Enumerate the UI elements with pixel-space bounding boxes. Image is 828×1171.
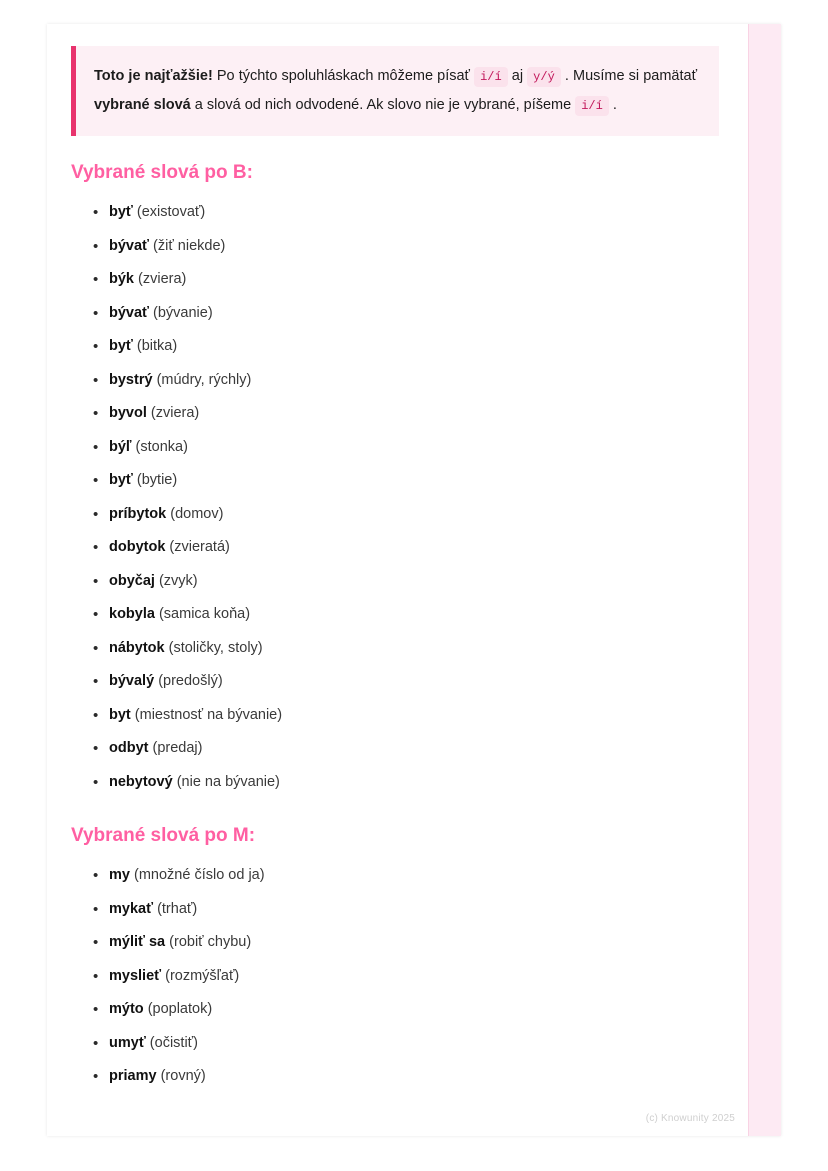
callout-bold-vybrane-slova: vybrané slová bbox=[94, 97, 191, 113]
word-list-b bbox=[71, 196, 719, 799]
word: bystrý bbox=[109, 371, 153, 388]
word: priamy bbox=[109, 1068, 157, 1084]
word: bývať bbox=[109, 304, 149, 321]
callout-box bbox=[71, 46, 719, 136]
list-item bbox=[71, 859, 719, 893]
gloss: (bývanie) bbox=[153, 304, 213, 321]
gloss: (nie na bývanie) bbox=[176, 773, 280, 790]
list-item bbox=[71, 598, 719, 632]
gloss: (stoličky, stoly) bbox=[168, 639, 263, 656]
list-item bbox=[71, 1060, 719, 1094]
word: mýto bbox=[109, 1001, 144, 1017]
gloss: (miestnosť na bývanie) bbox=[134, 706, 283, 723]
gloss: (zviera) bbox=[138, 271, 187, 287]
callout-text-5: . bbox=[608, 97, 617, 113]
word: príbytok bbox=[109, 505, 167, 522]
gloss: (množné číslo od ja) bbox=[134, 867, 265, 883]
gloss: (predaj) bbox=[152, 740, 203, 756]
word: mykať bbox=[109, 900, 154, 917]
gloss: (predošlý) bbox=[158, 673, 223, 689]
word: mýliť sa bbox=[109, 934, 166, 950]
list-item bbox=[71, 732, 719, 766]
word: umyť bbox=[109, 1034, 146, 1051]
callout-text-4: a slová od nich odvodené. Ak slovo nie je vybrané, píšeme bbox=[190, 97, 576, 113]
list-item bbox=[71, 397, 719, 431]
chip-i-long-i: i/í bbox=[474, 67, 508, 87]
list-item bbox=[71, 565, 719, 599]
gloss: (robiť chybu) bbox=[169, 934, 252, 950]
list-item bbox=[71, 431, 719, 465]
word: my bbox=[109, 867, 130, 883]
document-content bbox=[47, 24, 749, 1094]
word: byvol bbox=[109, 405, 147, 421]
list-item bbox=[71, 893, 719, 927]
callout-text-2: aj bbox=[507, 68, 528, 84]
word: býk bbox=[109, 271, 134, 287]
list-item bbox=[71, 498, 719, 532]
callout-text-1: Po týchto spoluhláskach môžeme písať bbox=[212, 68, 475, 84]
word: odbyt bbox=[109, 740, 149, 756]
word: myslieť bbox=[109, 967, 162, 984]
list-item bbox=[71, 531, 719, 565]
word: kobyla bbox=[109, 606, 155, 622]
gloss: (existovať) bbox=[136, 204, 206, 220]
gloss: (rovný) bbox=[160, 1068, 206, 1084]
word: dobytok bbox=[109, 539, 166, 555]
list-item bbox=[71, 364, 719, 398]
word: byť bbox=[109, 472, 133, 488]
gloss: (bytie) bbox=[136, 472, 178, 488]
callout-lead: Toto je najťažšie! bbox=[94, 68, 213, 84]
list-item bbox=[71, 960, 719, 994]
word: nebytový bbox=[109, 773, 173, 790]
gloss: (očistiť) bbox=[149, 1034, 198, 1051]
list-item bbox=[71, 297, 719, 331]
word: bývať bbox=[109, 237, 149, 254]
gloss: (stonka) bbox=[135, 438, 188, 455]
list-item bbox=[71, 230, 719, 264]
gloss: (domov) bbox=[170, 505, 224, 522]
gloss: (zvieratá) bbox=[169, 539, 230, 555]
page-side-strip bbox=[748, 24, 781, 1136]
section-title-b: Vybrané slová po B: bbox=[71, 162, 253, 183]
list-item bbox=[71, 196, 719, 230]
callout-paragraph bbox=[94, 62, 697, 120]
word: obyčaj bbox=[109, 572, 155, 589]
chip-i-long-i-2: i/í bbox=[575, 96, 609, 116]
word: nábytok bbox=[109, 639, 165, 656]
list-item bbox=[71, 926, 719, 960]
word: býľ bbox=[109, 438, 132, 455]
chip-y-long-y: y/ý bbox=[527, 67, 561, 87]
list-item bbox=[71, 766, 719, 800]
list-item bbox=[71, 263, 719, 297]
word: bývalý bbox=[109, 673, 155, 689]
word: byt bbox=[109, 706, 131, 723]
gloss: (žiť niekde) bbox=[153, 237, 226, 254]
gloss: (zvyk) bbox=[158, 572, 198, 589]
gloss: (múdry, rýchly) bbox=[156, 371, 252, 388]
list-item bbox=[71, 699, 719, 733]
gloss: (bitka) bbox=[136, 338, 178, 354]
callout-text-3: . Musíme si pamätať bbox=[560, 68, 698, 84]
gloss: (trhať) bbox=[157, 900, 198, 917]
list-item bbox=[71, 632, 719, 666]
word: byť bbox=[109, 204, 133, 220]
list-item bbox=[71, 1027, 719, 1061]
document-page bbox=[47, 24, 781, 1136]
list-item bbox=[71, 330, 719, 364]
gloss: (poplatok) bbox=[147, 1001, 213, 1017]
gloss: (zviera) bbox=[150, 405, 200, 421]
word-list-m bbox=[71, 859, 719, 1094]
list-item bbox=[71, 993, 719, 1027]
list-item bbox=[71, 464, 719, 498]
word: byť bbox=[109, 338, 133, 354]
copyright-note: (c) Knowunity 2025 bbox=[645, 1113, 735, 1124]
section-title-m: Vybrané slová po M: bbox=[71, 825, 256, 846]
gloss: (samica koňa) bbox=[158, 606, 251, 622]
list-item bbox=[71, 665, 719, 699]
gloss: (rozmýšľať) bbox=[165, 967, 240, 984]
